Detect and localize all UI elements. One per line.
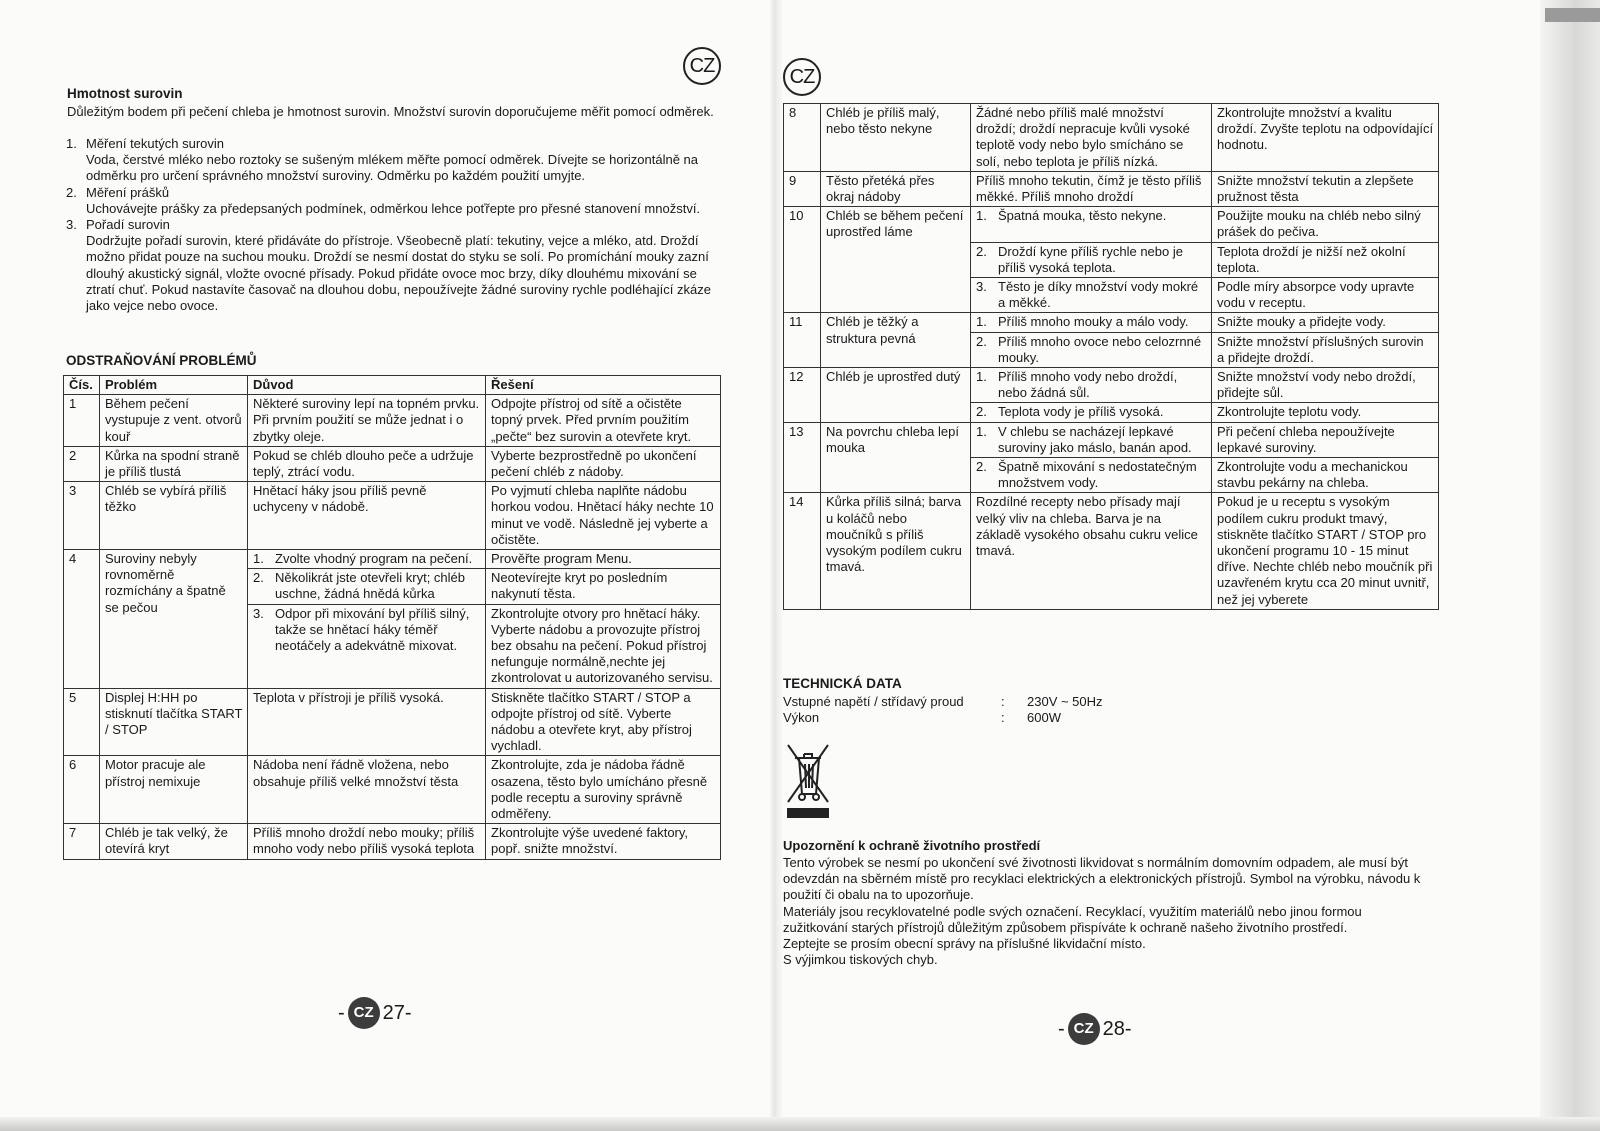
troubleshooting-table-part2 — [783, 103, 1439, 610]
page-number-prefix: - — [338, 1001, 345, 1024]
environment-paragraph: Materiály jsou recyklovatelné podle svých označení. Recyklací, využitím materiálů nebo jinou formou zužitkování starých přístrojů důležitým způsobem přispíváte k ochraně našeho životního prostředí. — [783, 903, 1362, 935]
row-cause — [971, 278, 1212, 313]
table-row — [784, 368, 1439, 403]
cause-number: 2. — [976, 404, 987, 420]
tech-data — [783, 694, 1103, 726]
page-27 — [0, 0, 775, 1131]
row-problem: Kůrka na spodní straně je příliš tlustá — [100, 446, 248, 481]
table-row — [784, 171, 1439, 206]
page-number-suffix: - — [1124, 1017, 1132, 1040]
row-problem: Na povrchu chleba lepí mouka — [821, 422, 971, 493]
row-cause — [971, 313, 1212, 332]
tech-row — [783, 694, 1103, 710]
troubleshooting-table-part1 — [63, 375, 721, 860]
row-solution: Zkontrolujte výše uvedené faktory, popř. snižte množství. — [486, 824, 721, 859]
list-item-text: Voda, čerstvé mléko nebo roztoky se sušeným mlékem měřte pomocí odměrek. Dívejte se horizontálně na odměrku pro určení správného množství suroviny. Odměrku po každém použití umyjte. — [86, 152, 699, 184]
row-solution: Snižte mouky a přidejte vody. — [1212, 313, 1439, 332]
row-problem: Chléb je uprostřed dutý — [821, 368, 971, 423]
page-number-value: 28 — [1102, 1017, 1125, 1040]
row-solution: Vyberte bezprostředně po ukončení pečení chléb z nádoby. — [486, 446, 721, 481]
table-row — [64, 824, 721, 859]
row-problem: Těsto přetéká přes okraj nádoby — [821, 171, 971, 206]
cause-number: 1. — [253, 551, 264, 567]
list-item-number: 3. — [66, 217, 77, 233]
row-number: 12 — [784, 368, 821, 423]
tech-separator: : — [1001, 710, 1005, 726]
row-solution: Zkontrolujte množství a kvalitu droždí. Zvyšte teplotu na odpovídající hodnotu. — [1212, 104, 1439, 172]
row-problem: Chléb se během pečení uprostřed láme — [821, 207, 971, 313]
environment-title: Upozornění k ochraně životního prostředí — [783, 838, 1041, 853]
language-badge-filled: CZ — [348, 997, 380, 1029]
row-problem: Displej H:HH po stisknutí tlačítka START / STOP — [100, 688, 248, 756]
list-item-heading: Pořadí surovin — [86, 217, 170, 233]
row-solution: Zkontrolujte, zda je nádoba řádně osazena, těsto bylo umícháno přesně podle receptu a suroviny správně odměřeny. — [486, 756, 721, 824]
cause-item — [253, 551, 481, 567]
weights-title: Hmotnost surovin — [67, 86, 183, 101]
row-problem: Motor pracuje ale přístroj nemixuje — [100, 756, 248, 824]
row-cause — [971, 422, 1212, 457]
table-row — [64, 482, 721, 550]
row-number: 1 — [64, 395, 100, 447]
row-solution: Prověřte program Menu. — [486, 550, 721, 569]
col-header-problem: Problém — [100, 376, 248, 395]
row-cause: Žádné nebo příliš malé množství droždí; droždí nepracuje kvůli vysoké teplotě vody nebo bylo smícháno se solí, nebo teplota je příliš nízká. — [971, 104, 1212, 172]
troubleshooting-title: ODSTRAŇOVÁNÍ PROBLÉMŮ — [66, 353, 257, 368]
cause-text: Příliš mnoho mouky a málo vody. — [998, 314, 1189, 330]
page-number-value: 27 — [382, 1001, 405, 1024]
page-number-suffix: - — [404, 1001, 412, 1024]
cause-item — [976, 334, 1207, 366]
cause-number: 3. — [253, 605, 264, 621]
cause-item — [253, 570, 481, 602]
row-cause: Některé suroviny lepí na topném prvku. Při prvním použití se může jednat i o zbytky oleje. — [248, 395, 486, 447]
language-badge: CZ — [683, 47, 721, 85]
row-solution: Zkontrolujte otvory pro hnětací háky. Vyberte nádobu a provozujte přístroj bez obsahu na pečení. Pokud přístroj nefunguje normálně,nechte jej zkontrolovat u autorizovaného servisu. — [486, 604, 721, 688]
table-row — [64, 446, 721, 481]
row-cause — [248, 604, 486, 688]
list-item — [64, 136, 727, 185]
row-solution: Podle míry absorpce vody upravte vodu v receptu. — [1212, 278, 1439, 313]
row-cause — [971, 207, 1212, 242]
cause-text: Příliš mnoho vody nebo droždí, nebo žádná sůl. — [998, 369, 1178, 401]
table-row — [784, 104, 1439, 172]
row-solution: Zkontrolujte vodu a mechanickou stavbu pekárny na chleba. — [1212, 458, 1439, 493]
row-number: 5 — [64, 688, 100, 756]
row-solution: Teplota droždí je nižší než okolní teplota. — [1212, 242, 1439, 277]
cause-item — [976, 314, 1207, 330]
col-header-number: Čís. — [64, 376, 100, 395]
row-problem: Během pečení vystupuje z vent. otvorů kouř — [100, 395, 248, 447]
row-cause: Rozdílné recepty nebo přísady mají velký vliv na chleba. Barva je na základě vysokého obsahu cukru velice tmavá. — [971, 493, 1212, 609]
table-header-row — [64, 376, 721, 395]
table-row — [784, 422, 1439, 457]
row-cause: Pokud se chléb dlouho peče a udržuje teplý, ztrácí vodu. — [248, 446, 486, 481]
cause-text: Příliš mnoho ovoce nebo celozrnné mouky. — [998, 333, 1202, 365]
list-item-text: Dodržujte pořadí surovin, které přidáváte do přístroje. Všeobecně platí: tekutiny, vejce a mléko, atd. Droždí možno přidat pouze na suchou mouku. Droždí se nesmí dostat do styku se solí. Po promíchání mouky zazní dlouhý akustický signál, vložte ovocné přísady. Pokud přidáte ovoce moc brzy, díky dlouhému mixování se ztratí chuť. Pokud nastavíte časovač na dlouhou dobu, nepoužívejte žádné suroviny rychle podléhající zkáze jako vejce nebo ovoce. — [86, 233, 711, 314]
tech-separator: : — [1001, 694, 1005, 709]
weights-list — [64, 136, 727, 314]
cause-item — [976, 369, 1207, 401]
cause-number: 2. — [976, 459, 987, 475]
row-solution: Po vyjmutí chleba naplňte nádobu horkou vodou. Hnětací háky nechte 10 minut ve vodě. Následně jej vyberte a očistěte. — [486, 482, 721, 550]
row-solution: Odpojte přístroj od sítě a očistěte topný prvek. Před prvním použitím „pečte“ bez surovin a otevřete kryt. — [486, 395, 721, 447]
table-row — [784, 207, 1439, 242]
page-number — [338, 997, 412, 1029]
list-item-heading: Měření prášků — [86, 184, 170, 200]
cause-number: 2. — [253, 570, 264, 586]
row-problem: Chléb se vybírá příliš těžko — [100, 482, 248, 550]
weee-crossed-bin-icon — [785, 742, 831, 820]
row-cause — [248, 569, 486, 604]
list-item-number: 1. — [66, 136, 77, 151]
list-item-text: Uchovávejte prášky za předepsaných podmínek, odměrkou lehce poťřepte pro přesné stanovení množství. — [86, 200, 701, 216]
tech-label: Výkon — [783, 710, 820, 726]
language-badge: CZ — [783, 58, 821, 96]
row-number: 4 — [64, 550, 100, 689]
cause-text: Špatná mouka, těsto nekyne. — [998, 208, 1167, 224]
tech-label: Vstupné napětí / střídavý proud — [783, 694, 964, 709]
row-number: 7 — [64, 824, 100, 859]
list-item-heading: Měření tekutých surovin — [86, 136, 225, 151]
row-cause — [971, 242, 1212, 277]
row-cause: Příliš mnoho tekutin, čímž je těsto příliš měkké. Příliš mnoho droždí — [971, 171, 1212, 206]
list-item — [64, 185, 727, 217]
col-header-cause: Důvod — [248, 376, 486, 395]
cause-item — [976, 279, 1207, 311]
cause-item — [253, 606, 481, 655]
row-cause — [971, 403, 1212, 422]
row-number: 13 — [784, 422, 821, 493]
row-number: 11 — [784, 313, 821, 368]
row-cause — [971, 332, 1212, 367]
row-solution: Snižte množství tekutin a zlepšete pružnost těsta — [1212, 171, 1439, 206]
page-number-prefix: - — [1058, 1017, 1065, 1040]
cause-text: Droždí kyne příliš rychle nebo je příliš vysoká teplota. — [998, 243, 1183, 275]
row-cause — [248, 550, 486, 569]
row-number: 10 — [784, 207, 821, 313]
tech-row — [783, 710, 1103, 726]
weights-intro: Důležitým bodem při pečení chleba je hmotnost surovin. Množství surovin doporučujeme měřit pomocí odměrek. — [67, 104, 714, 119]
table-row — [64, 756, 721, 824]
page-28 — [775, 0, 1600, 1131]
cause-text: Několikrát jste otevřeli kryt; chléb uschne, žádná hnědá kůrka — [275, 570, 466, 602]
cause-item — [976, 459, 1207, 491]
cause-text: Zvolte vhodný program na pečení. — [275, 551, 473, 567]
row-number: 9 — [784, 171, 821, 206]
list-item — [64, 217, 727, 314]
row-problem: Chléb je těžký a struktura pevná — [821, 313, 971, 368]
tech-value: 230V ~ 50Hz — [1027, 694, 1103, 709]
table-row — [64, 395, 721, 447]
tech-data-title: TECHNICKÁ DATA — [783, 676, 902, 691]
row-cause: Příliš mnoho droždí nebo mouky; příliš mnoho vody nebo příliš vysoká teplota — [248, 824, 486, 859]
cause-number: 1. — [976, 314, 987, 330]
table-row — [64, 550, 721, 569]
environment-text — [783, 855, 1428, 968]
environment-paragraph: S výjimkou tiskových chyb. — [783, 952, 938, 968]
row-problem: Suroviny nebyly rovnoměrně rozmíchány a špatně se pečou — [100, 550, 248, 689]
cause-number: 2. — [976, 333, 987, 349]
cause-text: Těsto je díky množství vody mokré a měkké. — [998, 279, 1199, 311]
row-problem: Chléb je tak velký, že otevírá kryt — [100, 824, 248, 859]
row-solution: Použijte mouku na chléb nebo silný prášek do pečiva. — [1212, 207, 1439, 242]
row-number: 3 — [64, 482, 100, 550]
page-number — [1058, 1013, 1132, 1045]
row-number: 14 — [784, 493, 821, 609]
row-solution: Pokud je u receptu s vysokým podílem cukru produkt tmavý, stiskněte tlačítko START / STOP pro ukončení programu 10 - 15 minut dříve. Nechte chléb nebo moučník při uzavřeném krytu cca 20 minut uvnitř, než jej vyberete — [1212, 493, 1439, 609]
tech-value: 600W — [1027, 710, 1061, 726]
table-row — [64, 688, 721, 756]
list-item-number: 2. — [66, 184, 77, 200]
table-body — [64, 395, 721, 859]
cause-item — [976, 244, 1207, 276]
row-number: 6 — [64, 756, 100, 824]
row-solution: Stiskněte tlačítko START / STOP a odpojte přístroj od sítě. Vyberte nádobu a otevřete kryt, aby přístroj vychladl. — [486, 688, 721, 756]
cause-number: 1. — [976, 423, 987, 439]
language-badge-filled: CZ — [1068, 1013, 1100, 1045]
cause-number: 2. — [976, 243, 987, 259]
col-header-solution: Řešení — [486, 376, 721, 395]
cause-item — [976, 424, 1207, 456]
row-cause — [971, 458, 1212, 493]
cause-number: 1. — [976, 369, 987, 385]
row-cause — [971, 368, 1212, 403]
row-solution: Neotevírejte kryt po posledním nakynutí těsta. — [486, 569, 721, 604]
environment-paragraph: Zeptejte se prosím obecní správy na příslušné likvidační místo. — [783, 936, 1146, 952]
cause-number: 3. — [976, 279, 987, 295]
table-body — [784, 104, 1439, 610]
row-cause: Teplota v přístroji je příliš vysoká. — [248, 688, 486, 756]
cause-text: Odpor při mixování byl příliš silný, takže se hnětací háky téměř neotáčely a adekvátně mixovat. — [275, 605, 470, 654]
row-cause: Nádoba není řádně vložena, nebo obsahuje příliš velké množství těsta — [248, 756, 486, 824]
cause-text: V chlebu se nacházejí lepkavé suroviny jako máslo, banán apod. — [998, 423, 1192, 455]
row-problem: Kůrka příliš silná; barva u koláčů nebo moučníků s příliš vysokým podílem cukru tmavá. — [821, 493, 971, 609]
row-problem: Chléb je příliš malý, nebo těsto nekyne — [821, 104, 971, 172]
cause-item — [976, 208, 1207, 224]
environment-paragraph: Tento výrobek se nesmí po ukončení své životnosti likvidovat s normálním domovním odpadem, ale musí být odevzdán na sběrném místě pro recyklaci elektrických a elektronických přístrojů. Symbol na výrobku, návodu k použití či obalu na to upozorňuje. — [783, 855, 1421, 903]
cause-item — [976, 404, 1207, 420]
cause-text: Špatně mixování s nedostatečným množstvem vody. — [998, 459, 1197, 491]
cause-number: 1. — [976, 208, 987, 224]
row-number: 2 — [64, 446, 100, 481]
table-row — [784, 313, 1439, 332]
row-solution: Při pečení chleba nepoužívejte lepkavé suroviny. — [1212, 422, 1439, 457]
row-number: 8 — [784, 104, 821, 172]
row-solution: Snižte množství vody nebo droždí, přidejte sůl. — [1212, 368, 1439, 403]
row-solution: Snižte množství příslušných surovin a přidejte droždí. — [1212, 332, 1439, 367]
row-solution: Zkontrolujte teplotu vody. — [1212, 403, 1439, 422]
row-cause: Hnětací háky jsou příliš pevně uchyceny v nádobě. — [248, 482, 486, 550]
cause-text: Teplota vody je příliš vysoká. — [998, 404, 1164, 420]
table-row — [784, 493, 1439, 609]
